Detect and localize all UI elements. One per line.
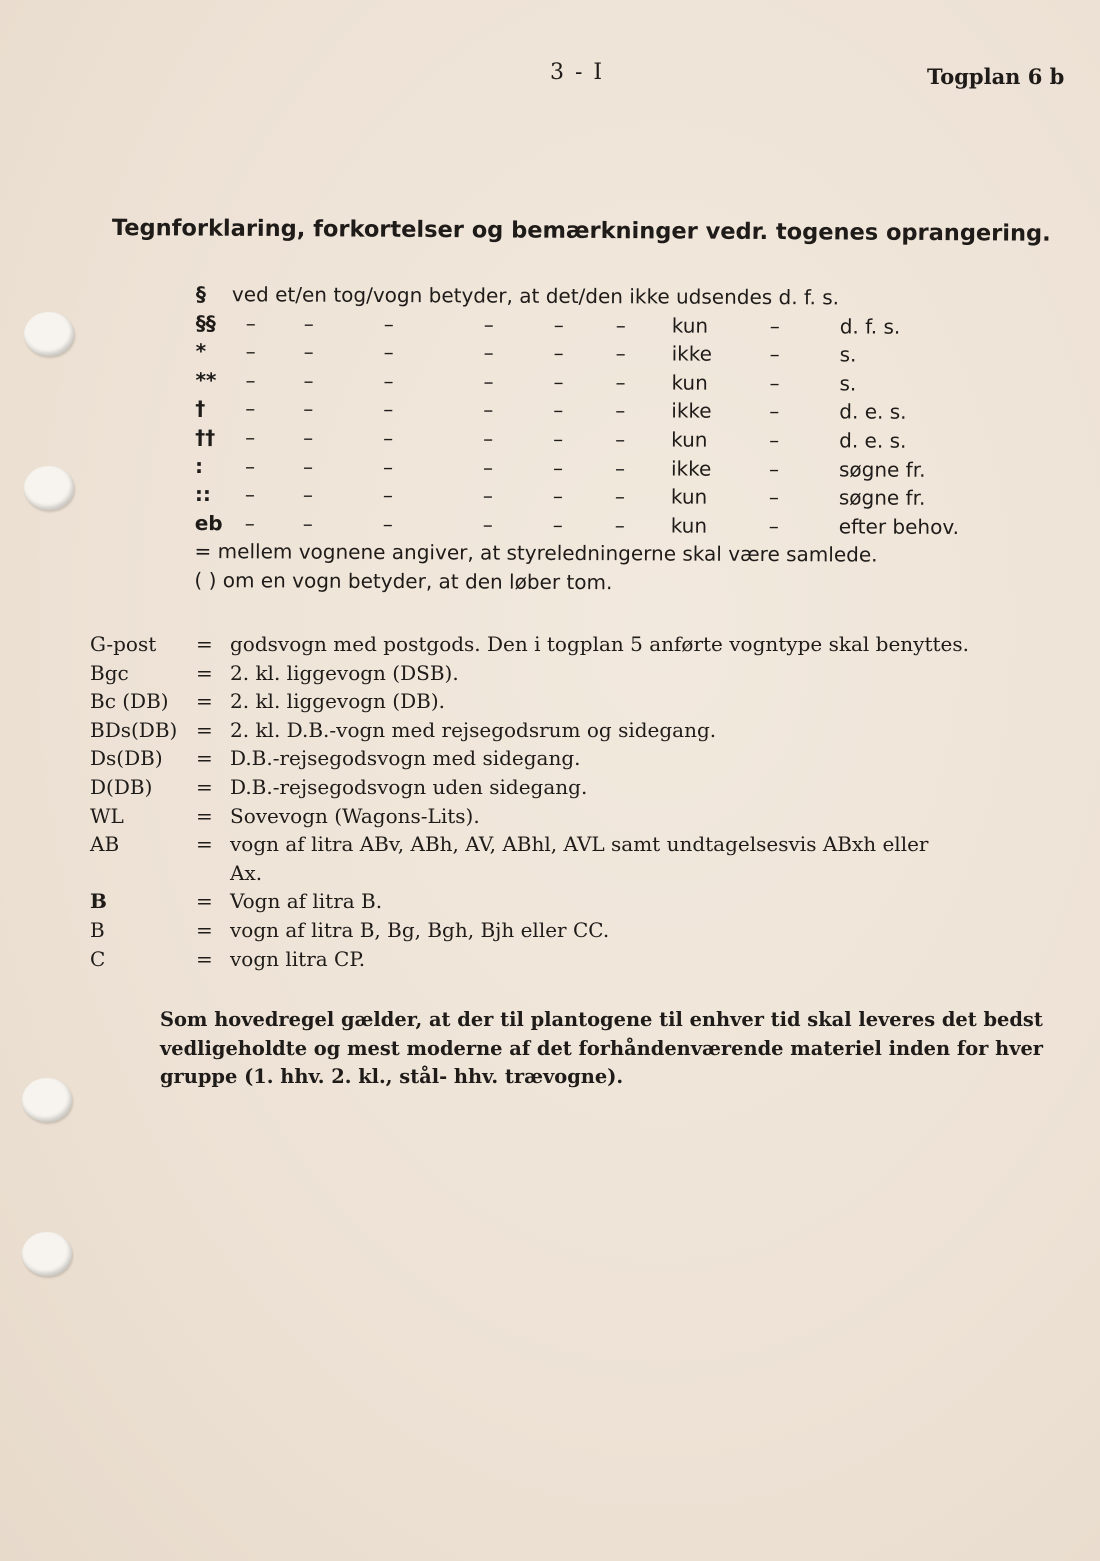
ditto-dash: –	[245, 310, 256, 335]
definition-text: Vogn af litra B.	[230, 889, 383, 914]
definition-abbreviation: Ds(DB)	[90, 746, 163, 771]
ditto-dash: –	[245, 396, 256, 421]
definition-abbreviation: G-post	[90, 632, 157, 656]
symbol-word: kun	[671, 427, 708, 452]
definition-text: 2. kl. D.B.-vogn med rejsegodsrum og sidegang.	[230, 717, 717, 742]
symbol: :	[194, 453, 204, 478]
ditto-dash: –	[303, 425, 314, 450]
ditto-dash: –	[615, 398, 626, 423]
ditto-dash: –	[769, 399, 780, 424]
ditto-dash: –	[614, 512, 625, 538]
symbol-abbreviation: s.	[839, 371, 857, 396]
ditto-dash: –	[483, 369, 494, 394]
definition-text: 2. kl. liggevogn (DB).	[230, 689, 445, 714]
ditto-dash: –	[245, 368, 256, 393]
ditto-dash: –	[302, 482, 313, 507]
plan-label: Togplan 6 b	[927, 64, 1065, 89]
symbol-word: ikke	[671, 341, 713, 366]
ditto-dash: –	[382, 511, 393, 536]
ditto-dash: –	[245, 425, 256, 450]
ditto-dash: –	[553, 398, 564, 423]
definition-abbreviation: AB	[90, 832, 120, 857]
equals-sign: =	[196, 803, 213, 828]
punch-hole	[24, 466, 74, 510]
ditto-dash: –	[615, 341, 626, 366]
general-rule-note	[160, 1006, 1060, 1092]
page-title: Tegnforklaring, forkortelser og bemærkninger vedr. togenes oprangering.	[111, 215, 1051, 247]
ditto-dash: –	[383, 368, 394, 393]
ditto-dash: –	[483, 397, 494, 422]
ditto-dash: –	[383, 397, 394, 422]
symbol: eb	[194, 510, 223, 535]
definition-text: vogn af litra ABv, ABh, AV, ABhl, AVL samt undtagelsesvis ABxh eller	[230, 832, 929, 857]
ditto-dash: –	[553, 341, 564, 366]
definition-abbreviation: BDs(DB)	[90, 717, 178, 742]
ditto-dash: –	[552, 455, 564, 480]
ditto-dash: –	[244, 511, 255, 536]
symbol-word: kun	[671, 313, 709, 338]
symbol-abbreviation: efter behov.	[838, 514, 960, 539]
punch-hole	[24, 312, 74, 356]
equals-sign: =	[196, 689, 213, 714]
ditto-dash: –	[483, 426, 494, 451]
definition-text: D.B.-rejsegodsvogn med sidegang.	[230, 746, 581, 771]
ditto-dash: –	[482, 455, 494, 480]
ditto-dash: –	[482, 512, 493, 537]
ditto-dash: –	[769, 313, 780, 338]
symbol-abbreviation: søgne fr.	[838, 485, 926, 510]
ditto-dash: –	[553, 312, 564, 337]
symbol: §§	[195, 310, 216, 335]
ditto-dash: –	[244, 453, 256, 478]
ditto-dash: –	[769, 427, 780, 453]
ditto-dash: –	[553, 369, 564, 394]
symbol-word: kun	[670, 513, 708, 538]
punch-hole	[22, 1078, 72, 1122]
ditto-dash: –	[614, 484, 625, 509]
equals-sign: =	[196, 917, 213, 942]
symbol-word: kun	[671, 370, 708, 395]
definition-text: vogn af litra B, Bg, Bgh, Bjh eller CC.	[230, 917, 610, 942]
ditto-dash: –	[768, 513, 779, 538]
ditto-dash: –	[383, 425, 394, 451]
definition-text: 2. kl. liggevogn (DSB).	[230, 660, 459, 685]
ditto-dash: –	[302, 511, 313, 536]
symbol-abbreviation: d. e. s.	[839, 399, 907, 425]
definition-abbreviation: B	[90, 889, 107, 914]
symbol-word: ikke	[670, 456, 712, 481]
ditto-dash: –	[614, 455, 626, 480]
ditto-dash: –	[303, 311, 314, 336]
note-line: vedligeholdte og mest moderne af det forhåndenværende materiel inden for hver	[160, 1036, 1044, 1060]
symbol-explanation: ved et/en tog/vogn betyder, at det/den ikke udsendes d. f. s.	[231, 282, 840, 310]
ditto-dash: –	[615, 427, 626, 452]
ditto-dash: –	[303, 339, 314, 364]
parens-explanation: ( ) om en vogn betyder, at den løber tom.	[194, 567, 613, 595]
symbol: ††	[195, 424, 216, 450]
symbol: †	[195, 396, 206, 421]
note-line: Som hovedregel gælder, at der til plantogene til enhver tid skal leveres det bedst	[160, 1008, 1043, 1031]
symbol: ::	[194, 482, 211, 507]
definition-abbreviation: WL	[90, 803, 124, 828]
page-number: 3 - I	[550, 60, 605, 85]
ditto-dash: –	[483, 340, 494, 365]
ditto-dash: –	[615, 370, 626, 395]
equals-explanation: = mellem vognene angiver, at styreledningerne skal være samlede.	[194, 539, 878, 567]
equals-sign: =	[196, 832, 213, 857]
definition-abbreviation: C	[90, 946, 106, 971]
ditto-dash: –	[303, 368, 314, 393]
definition-text: Sovevogn (Wagons-Lits).	[230, 803, 480, 828]
ditto-dash: –	[483, 312, 494, 337]
symbol: *	[195, 339, 207, 364]
ditto-dash: –	[768, 456, 780, 481]
definition-abbreviation: Bgc	[90, 660, 129, 685]
ditto-dash: –	[552, 484, 563, 509]
symbol-abbreviation: søgne fr.	[838, 456, 926, 482]
equals-sign: =	[196, 946, 213, 971]
ditto-dash: –	[553, 426, 564, 451]
ditto-dash: –	[303, 396, 314, 422]
symbol-word: ikke	[671, 398, 712, 424]
definition-text-continuation: Ax.	[230, 860, 263, 885]
equals-sign: =	[196, 746, 213, 771]
definition-text: D.B.-rejsegodsvogn uden sidegang.	[230, 774, 588, 799]
definition-abbreviation: B	[90, 917, 105, 942]
punch-hole	[22, 1232, 72, 1276]
equals-sign: =	[196, 889, 213, 914]
ditto-dash: –	[245, 339, 256, 364]
equals-sign: =	[196, 632, 213, 656]
ditto-dash: –	[302, 454, 314, 479]
definition-text: vogn litra CP.	[230, 946, 366, 971]
symbol-abbreviation: d. f. s.	[839, 313, 901, 339]
ditto-dash: –	[244, 482, 255, 507]
symbol-abbreviation: s.	[839, 342, 857, 367]
symbol: **	[195, 367, 217, 392]
ditto-dash: –	[769, 370, 780, 395]
definition-abbreviation: D(DB)	[90, 774, 153, 799]
definition-text: godsvogn med postgods. Den i togplan 5 anførte vogntype skal benyttes.	[230, 632, 970, 656]
ditto-dash: –	[383, 311, 394, 336]
ditto-dash: –	[482, 483, 493, 508]
equals-sign: =	[196, 717, 213, 742]
ditto-dash: –	[383, 340, 394, 365]
ditto-dash: –	[615, 312, 626, 337]
symbol-word: kun	[670, 484, 708, 509]
note-line: gruppe (1. hhv. 2. kl., stål- hhv. trævogne).	[160, 1065, 624, 1088]
ditto-dash: –	[769, 342, 780, 367]
symbol: §	[195, 282, 206, 307]
definition-abbreviation: Bc (DB)	[90, 689, 169, 714]
ditto-dash: –	[768, 485, 779, 510]
symbol-abbreviation: d. e. s.	[839, 428, 907, 453]
ditto-dash: –	[552, 512, 563, 537]
equals-sign: =	[196, 660, 213, 685]
ditto-dash: –	[382, 483, 393, 508]
equals-sign: =	[196, 774, 213, 799]
ditto-dash: –	[382, 454, 394, 479]
